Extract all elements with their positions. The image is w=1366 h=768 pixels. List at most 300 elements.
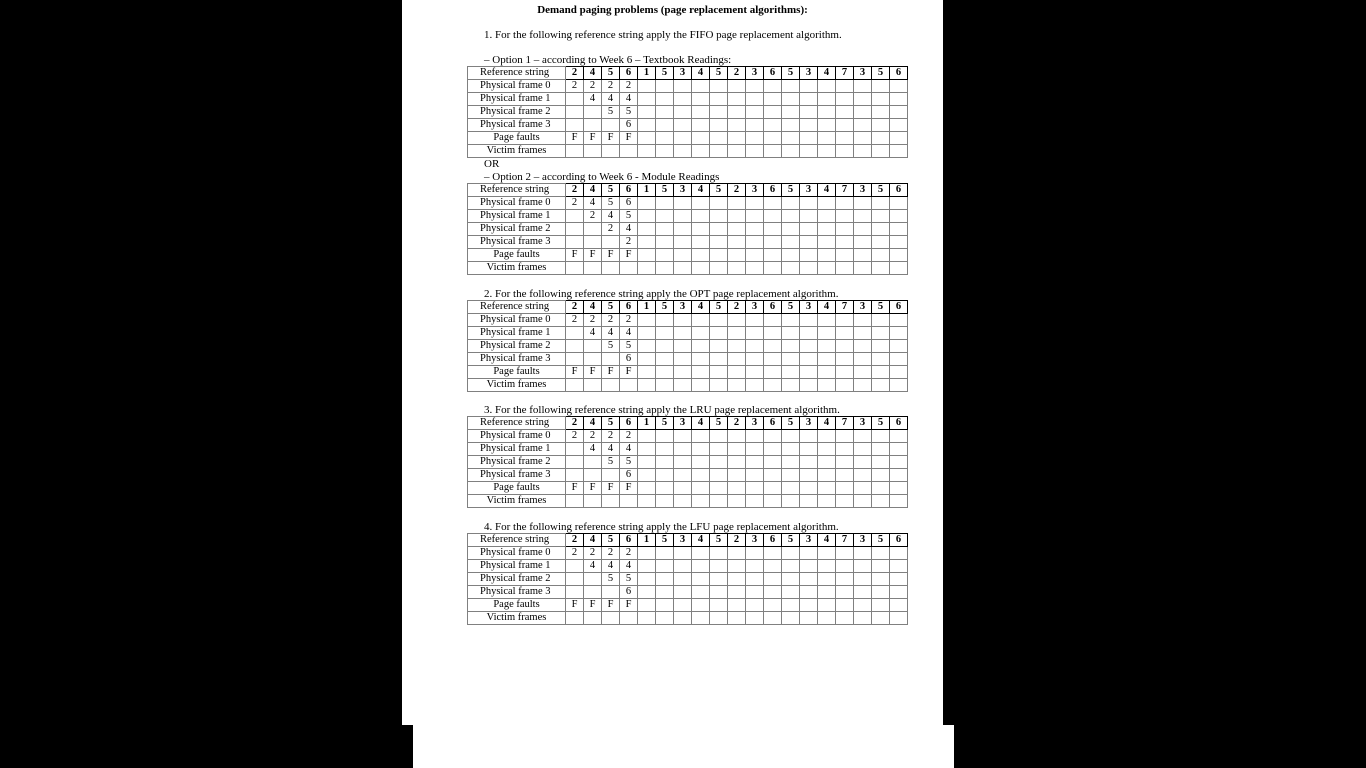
frame-cell xyxy=(566,210,584,223)
frame-cell xyxy=(638,210,656,223)
frame-cell xyxy=(800,106,818,119)
reference-cell: 3 xyxy=(800,301,818,314)
frame-cell xyxy=(674,93,692,106)
frame-cell xyxy=(872,106,890,119)
reference-cell: 1 xyxy=(638,301,656,314)
victim-cell xyxy=(890,612,908,625)
frame-cell: 2 xyxy=(566,547,584,560)
frame-cell xyxy=(854,93,872,106)
frame-cell xyxy=(890,573,908,586)
fault-cell xyxy=(692,482,710,495)
frame-cell xyxy=(872,119,890,132)
frame-cell xyxy=(818,353,836,366)
question-1: 1. For the following reference string apply the FIFO page replacement algorithm. xyxy=(484,29,842,41)
frame-cell xyxy=(890,236,908,249)
frame-cell xyxy=(764,119,782,132)
frame-cell xyxy=(854,314,872,327)
frame-cell xyxy=(872,443,890,456)
fault-cell xyxy=(710,599,728,612)
row-label: Physical frame 1 xyxy=(468,327,566,340)
frame-cell xyxy=(800,469,818,482)
fault-cell xyxy=(674,249,692,262)
victim-cell xyxy=(710,262,728,275)
frame-cell xyxy=(692,119,710,132)
frame-cell xyxy=(800,210,818,223)
frame-cell xyxy=(818,314,836,327)
frame-cell xyxy=(782,456,800,469)
frame-cell xyxy=(836,314,854,327)
frame-cell xyxy=(854,469,872,482)
victim-cell xyxy=(872,495,890,508)
frame-cell xyxy=(674,119,692,132)
reference-cell: 7 xyxy=(836,67,854,80)
fault-cell xyxy=(782,249,800,262)
frame-cell xyxy=(566,327,584,340)
table-row xyxy=(468,197,908,210)
reference-cell: 4 xyxy=(584,301,602,314)
frame-cell xyxy=(656,80,674,93)
table-row xyxy=(468,223,908,236)
reference-cell: 3 xyxy=(746,417,764,430)
reference-cell: 2 xyxy=(728,67,746,80)
frame-cell: 5 xyxy=(620,210,638,223)
frame-cell xyxy=(836,560,854,573)
reference-cell: 5 xyxy=(872,417,890,430)
reference-cell: 6 xyxy=(764,417,782,430)
frame-cell: 5 xyxy=(602,197,620,210)
victim-cell xyxy=(674,262,692,275)
fault-cell xyxy=(872,366,890,379)
reference-cell: 3 xyxy=(674,417,692,430)
frame-cell xyxy=(800,93,818,106)
frame-cell xyxy=(800,340,818,353)
reference-cell: 2 xyxy=(566,301,584,314)
frame-cell: 5 xyxy=(620,340,638,353)
fault-cell xyxy=(674,599,692,612)
row-label: Physical frame 3 xyxy=(468,586,566,599)
victim-cell xyxy=(746,612,764,625)
frame-cell xyxy=(638,547,656,560)
fault-cell: F xyxy=(602,366,620,379)
frame-cell xyxy=(764,547,782,560)
victim-cell xyxy=(620,495,638,508)
frame-cell xyxy=(746,547,764,560)
row-label: Physical frame 2 xyxy=(468,573,566,586)
fifo-option-1-table xyxy=(467,66,908,158)
victim-cell xyxy=(764,379,782,392)
victim-cell xyxy=(566,612,584,625)
frame-cell xyxy=(764,586,782,599)
fault-cell xyxy=(638,366,656,379)
fault-cell xyxy=(890,599,908,612)
victim-cell xyxy=(854,145,872,158)
fault-cell xyxy=(836,482,854,495)
frame-cell: 2 xyxy=(602,223,620,236)
frame-cell xyxy=(692,586,710,599)
fault-cell xyxy=(854,249,872,262)
frame-cell xyxy=(656,456,674,469)
reference-cell: 2 xyxy=(728,534,746,547)
table-row xyxy=(468,599,908,612)
frame-cell xyxy=(818,210,836,223)
frame-cell xyxy=(764,560,782,573)
fault-cell xyxy=(638,482,656,495)
question-3: 3. For the following reference string apply the LRU page replacement algorithm. xyxy=(484,404,840,416)
fault-cell xyxy=(782,599,800,612)
frame-cell xyxy=(710,456,728,469)
reference-cell: 5 xyxy=(602,184,620,197)
frame-cell xyxy=(656,430,674,443)
fault-cell xyxy=(638,599,656,612)
reference-cell: 6 xyxy=(890,301,908,314)
frame-cell xyxy=(836,340,854,353)
victim-cell xyxy=(566,262,584,275)
victim-cell xyxy=(872,145,890,158)
frame-cell xyxy=(764,80,782,93)
fault-cell xyxy=(782,482,800,495)
frame-cell xyxy=(854,327,872,340)
victim-cell xyxy=(746,145,764,158)
frame-cell xyxy=(836,327,854,340)
frame-cell xyxy=(728,327,746,340)
frame-cell: 2 xyxy=(620,314,638,327)
frame-cell xyxy=(818,560,836,573)
frame-cell xyxy=(818,106,836,119)
reference-cell: 3 xyxy=(674,67,692,80)
fault-cell xyxy=(746,599,764,612)
victim-cell xyxy=(764,145,782,158)
reference-cell: 5 xyxy=(602,534,620,547)
fault-cell xyxy=(692,249,710,262)
frame-cell xyxy=(674,573,692,586)
victim-cell xyxy=(728,262,746,275)
frame-cell xyxy=(854,236,872,249)
frame-cell xyxy=(764,210,782,223)
frame-cell: 2 xyxy=(602,430,620,443)
frame-cell xyxy=(692,560,710,573)
row-label: Physical frame 0 xyxy=(468,314,566,327)
row-label: Physical frame 0 xyxy=(468,80,566,93)
frame-cell xyxy=(854,586,872,599)
reference-cell: 4 xyxy=(584,534,602,547)
frame-cell xyxy=(656,340,674,353)
victim-cell xyxy=(656,145,674,158)
frame-cell xyxy=(566,560,584,573)
fault-cell xyxy=(836,132,854,145)
frame-cell xyxy=(638,223,656,236)
reference-cell: 5 xyxy=(710,301,728,314)
frame-cell xyxy=(818,469,836,482)
victim-cell xyxy=(872,612,890,625)
frame-cell: 4 xyxy=(584,327,602,340)
frame-cell xyxy=(746,223,764,236)
victim-cell xyxy=(638,612,656,625)
frame-cell xyxy=(746,560,764,573)
fault-cell xyxy=(728,482,746,495)
row-label: Physical frame 3 xyxy=(468,119,566,132)
table-row xyxy=(468,417,908,430)
reference-cell: 4 xyxy=(584,417,602,430)
row-label: Physical frame 3 xyxy=(468,469,566,482)
victim-cell xyxy=(584,145,602,158)
frame-cell xyxy=(746,93,764,106)
frame-cell xyxy=(746,353,764,366)
fault-cell xyxy=(728,132,746,145)
table-row xyxy=(468,236,908,249)
frame-cell xyxy=(674,197,692,210)
victim-cell xyxy=(674,379,692,392)
reference-cell: 5 xyxy=(782,301,800,314)
row-label: Reference string xyxy=(468,534,566,547)
frame-cell xyxy=(584,119,602,132)
row-label: Page faults xyxy=(468,366,566,379)
table-row xyxy=(468,145,908,158)
frame-cell xyxy=(692,197,710,210)
reference-cell: 3 xyxy=(800,67,818,80)
frame-cell xyxy=(638,340,656,353)
frame-cell xyxy=(602,469,620,482)
reference-cell: 7 xyxy=(836,184,854,197)
frame-cell: 2 xyxy=(566,430,584,443)
victim-cell xyxy=(692,262,710,275)
reference-cell: 5 xyxy=(872,534,890,547)
frame-cell xyxy=(854,119,872,132)
frame-cell xyxy=(746,443,764,456)
victim-cell xyxy=(620,612,638,625)
frame-cell xyxy=(746,197,764,210)
table-row xyxy=(468,586,908,599)
frame-cell xyxy=(782,210,800,223)
frame-cell xyxy=(728,586,746,599)
reference-cell: 6 xyxy=(620,301,638,314)
frame-cell xyxy=(692,469,710,482)
reference-cell: 5 xyxy=(872,301,890,314)
victim-cell xyxy=(584,612,602,625)
frame-cell xyxy=(692,547,710,560)
frame-cell: 2 xyxy=(584,314,602,327)
frame-cell xyxy=(692,210,710,223)
frame-cell: 2 xyxy=(620,430,638,443)
frame-cell xyxy=(674,327,692,340)
victim-cell xyxy=(620,262,638,275)
row-label: Physical frame 3 xyxy=(468,236,566,249)
frame-cell xyxy=(836,547,854,560)
frame-cell xyxy=(818,80,836,93)
frame-cell xyxy=(710,106,728,119)
frame-cell xyxy=(818,547,836,560)
victim-cell xyxy=(764,262,782,275)
reference-cell: 3 xyxy=(854,67,872,80)
frame-cell: 4 xyxy=(602,560,620,573)
frame-cell xyxy=(800,573,818,586)
row-label: Page faults xyxy=(468,249,566,262)
reference-cell: 2 xyxy=(728,417,746,430)
reference-cell: 6 xyxy=(620,67,638,80)
frame-cell xyxy=(782,353,800,366)
victim-cell xyxy=(620,145,638,158)
victim-cell xyxy=(728,379,746,392)
frame-cell xyxy=(710,573,728,586)
fault-cell xyxy=(836,599,854,612)
frame-cell xyxy=(800,353,818,366)
fault-cell xyxy=(764,482,782,495)
frame-cell xyxy=(674,210,692,223)
victim-cell xyxy=(872,262,890,275)
frame-cell xyxy=(746,119,764,132)
frame-cell xyxy=(638,93,656,106)
reference-cell: 3 xyxy=(746,67,764,80)
fault-cell xyxy=(800,599,818,612)
victim-cell xyxy=(710,495,728,508)
frame-cell xyxy=(746,469,764,482)
frame-cell xyxy=(692,80,710,93)
reference-cell: 6 xyxy=(890,184,908,197)
reference-cell: 1 xyxy=(638,184,656,197)
fault-cell xyxy=(818,599,836,612)
row-label: Physical frame 3 xyxy=(468,353,566,366)
victim-cell xyxy=(620,379,638,392)
frame-cell xyxy=(710,586,728,599)
row-label: Victim frames xyxy=(468,262,566,275)
frame-cell xyxy=(800,236,818,249)
frame-cell xyxy=(854,443,872,456)
fault-cell xyxy=(728,366,746,379)
frame-cell xyxy=(836,197,854,210)
frame-cell xyxy=(836,106,854,119)
fault-cell xyxy=(656,249,674,262)
frame-cell xyxy=(782,106,800,119)
frame-cell xyxy=(656,106,674,119)
frame-cell: 5 xyxy=(602,340,620,353)
frame-cell xyxy=(566,469,584,482)
row-label: Reference string xyxy=(468,184,566,197)
frame-cell xyxy=(584,573,602,586)
reference-cell: 4 xyxy=(692,67,710,80)
reference-cell: 3 xyxy=(854,534,872,547)
victim-cell xyxy=(872,379,890,392)
frame-cell xyxy=(566,573,584,586)
frame-cell xyxy=(656,547,674,560)
victim-cell xyxy=(692,612,710,625)
reference-cell: 5 xyxy=(710,67,728,80)
reference-cell: 2 xyxy=(566,184,584,197)
frame-cell xyxy=(728,430,746,443)
fault-cell: F xyxy=(602,132,620,145)
frame-cell xyxy=(728,80,746,93)
victim-cell xyxy=(764,495,782,508)
frame-cell xyxy=(854,547,872,560)
fault-cell xyxy=(656,366,674,379)
fault-cell xyxy=(710,132,728,145)
frame-cell xyxy=(800,586,818,599)
fault-cell xyxy=(692,599,710,612)
frame-cell xyxy=(710,353,728,366)
victim-cell xyxy=(800,262,818,275)
frame-cell xyxy=(890,93,908,106)
frame-cell xyxy=(872,353,890,366)
frame-cell xyxy=(710,430,728,443)
frame-cell xyxy=(836,443,854,456)
table-row xyxy=(468,119,908,132)
fault-cell: F xyxy=(566,599,584,612)
frame-cell xyxy=(656,119,674,132)
frame-cell xyxy=(728,223,746,236)
fault-cell xyxy=(782,366,800,379)
reference-cell: 3 xyxy=(800,417,818,430)
frame-cell xyxy=(746,210,764,223)
frame-cell xyxy=(818,456,836,469)
row-label: Page faults xyxy=(468,599,566,612)
frame-cell: 4 xyxy=(620,93,638,106)
or-label: OR xyxy=(484,158,500,170)
frame-cell xyxy=(890,197,908,210)
frame-cell: 4 xyxy=(602,443,620,456)
table-row xyxy=(468,80,908,93)
fault-cell: F xyxy=(584,482,602,495)
frame-cell xyxy=(566,106,584,119)
reference-cell: 3 xyxy=(746,534,764,547)
victim-cell xyxy=(782,145,800,158)
fault-cell xyxy=(854,132,872,145)
frame-cell xyxy=(728,456,746,469)
frame-cell xyxy=(728,469,746,482)
frame-cell xyxy=(890,314,908,327)
victim-cell xyxy=(638,145,656,158)
frame-cell: 2 xyxy=(566,197,584,210)
frame-cell xyxy=(782,314,800,327)
victim-cell xyxy=(836,262,854,275)
frame-cell: 4 xyxy=(584,560,602,573)
victim-cell xyxy=(800,612,818,625)
frame-cell xyxy=(656,197,674,210)
victim-cell xyxy=(836,145,854,158)
victim-cell xyxy=(728,495,746,508)
frame-cell xyxy=(710,236,728,249)
fault-cell xyxy=(890,482,908,495)
reference-cell: 3 xyxy=(854,417,872,430)
row-label: Physical frame 2 xyxy=(468,106,566,119)
frame-cell xyxy=(782,430,800,443)
frame-cell xyxy=(782,236,800,249)
reference-cell: 5 xyxy=(872,67,890,80)
victim-cell xyxy=(746,262,764,275)
frame-cell xyxy=(674,469,692,482)
frame-cell xyxy=(710,327,728,340)
victim-cell xyxy=(782,612,800,625)
frame-cell xyxy=(566,586,584,599)
fifo-option-2-table xyxy=(467,183,908,275)
victim-cell xyxy=(566,145,584,158)
fault-cell xyxy=(764,132,782,145)
reference-cell: 1 xyxy=(638,417,656,430)
frame-cell xyxy=(674,547,692,560)
fault-cell: F xyxy=(620,249,638,262)
frame-cell xyxy=(890,443,908,456)
frame-cell: 2 xyxy=(620,80,638,93)
frame-cell xyxy=(764,236,782,249)
frame-cell xyxy=(800,314,818,327)
frame-cell xyxy=(638,314,656,327)
frame-cell xyxy=(764,327,782,340)
frame-cell xyxy=(746,236,764,249)
victim-cell xyxy=(656,262,674,275)
table-row xyxy=(468,573,908,586)
frame-cell xyxy=(728,560,746,573)
victim-cell xyxy=(782,262,800,275)
frame-cell xyxy=(728,443,746,456)
row-label: Victim frames xyxy=(468,612,566,625)
reference-cell: 6 xyxy=(620,417,638,430)
